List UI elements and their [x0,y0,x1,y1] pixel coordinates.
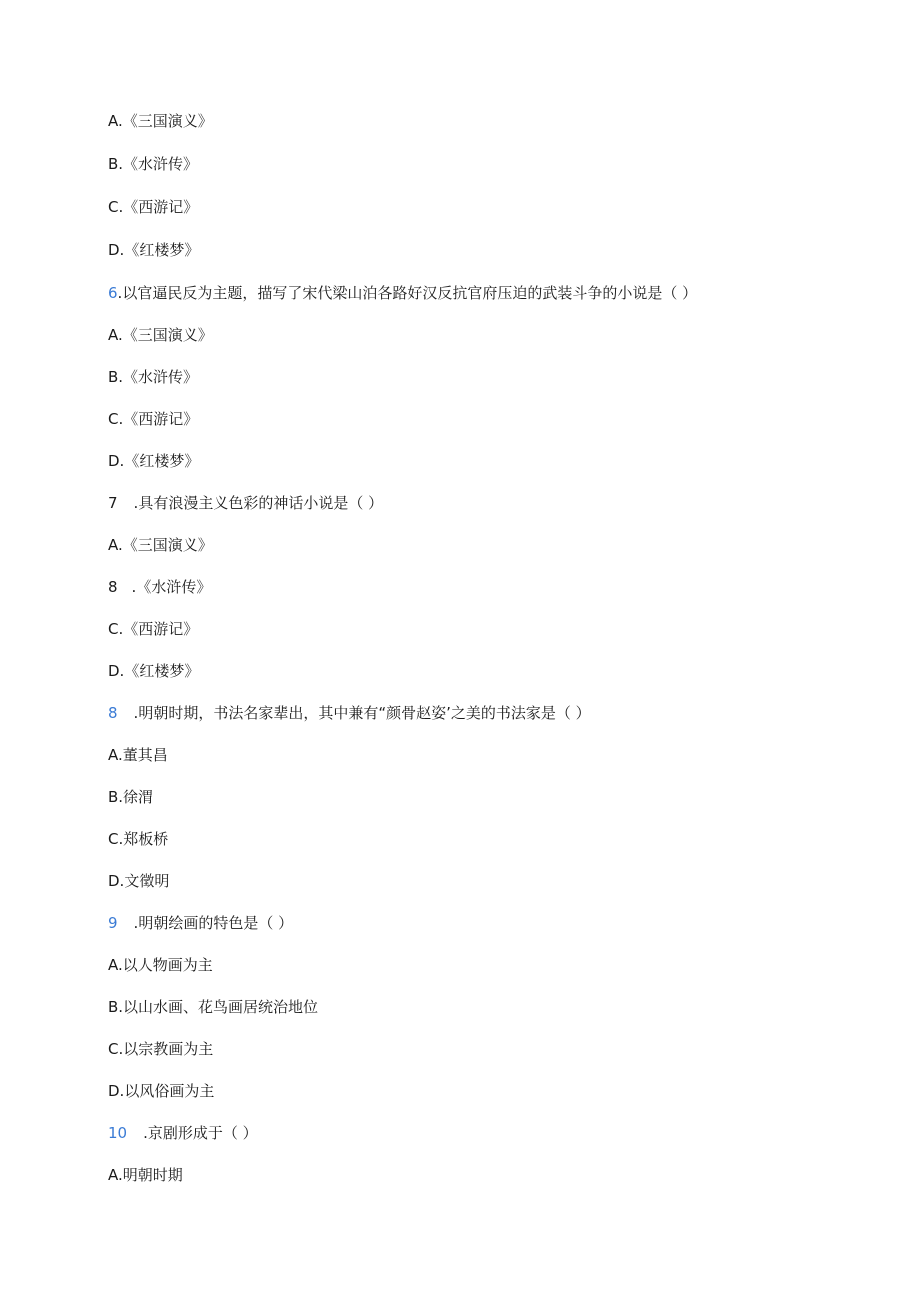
question-text: .具有浪漫主义色彩的神话小说是（ ） [133,494,384,512]
question-number: 6 [108,284,118,302]
question-text: .京剧形成于（ ） [143,1124,258,1142]
q6-option-c: C.《西游记》 [108,410,199,428]
question-number: 9 [108,914,118,932]
question-7 [108,493,383,513]
q7-option-c: C.《西游记》 [108,620,199,638]
q7-option-b [108,577,211,597]
q8-option-d: D.文徵明 [108,872,170,890]
q5-option-a: A.《三国演义》 [108,112,213,130]
q7-option-a: A.《三国演义》 [108,536,213,554]
q7-option-d: D.《红楼梦》 [108,662,200,680]
q9-option-b: B.以山水画、花鸟画居统治地位 [108,998,319,1016]
question-text: .以官逼民反为主题，描写了宋代梁山泊各路好汉反抗官府压迫的武装斗争的小说是（ ） [117,284,698,302]
option-number: 8 [108,578,118,596]
question-text: .明朝时期，书法名家辈出，其中兼有“颜骨赵姿’之美的书法家是（ ） [133,704,591,722]
q9-option-c: C.以宗教画为主 [108,1040,214,1058]
question-6 [108,283,697,303]
q9-option-a: A.以人物画为主 [108,956,213,974]
question-8 [108,703,591,723]
q9-option-d: D.以风俗画为主 [108,1082,215,1100]
q8-option-b: B.徐渭 [108,788,154,806]
q5-option-b: B.《水浒传》 [108,155,199,173]
q6-option-d: D.《红楼梦》 [108,452,200,470]
q8-option-a: A.董其昌 [108,746,168,764]
q8-option-c: C.郑板桥 [108,830,169,848]
q6-option-a: A.《三国演义》 [108,326,213,344]
option-text: .《水浒传》 [131,578,212,596]
q5-option-c: C.《西游记》 [108,198,199,216]
q5-option-d: D.《红楼梦》 [108,241,200,259]
question-10 [108,1123,258,1143]
question-text: .明朝绘画的特色是（ ） [133,914,294,932]
question-number: 8 [108,704,118,722]
question-number: 7 [108,494,118,512]
question-9 [108,913,293,933]
q10-option-a: A.明朝时期 [108,1166,183,1184]
question-number: 10 [108,1124,128,1142]
q6-option-b: B.《水浒传》 [108,368,199,386]
